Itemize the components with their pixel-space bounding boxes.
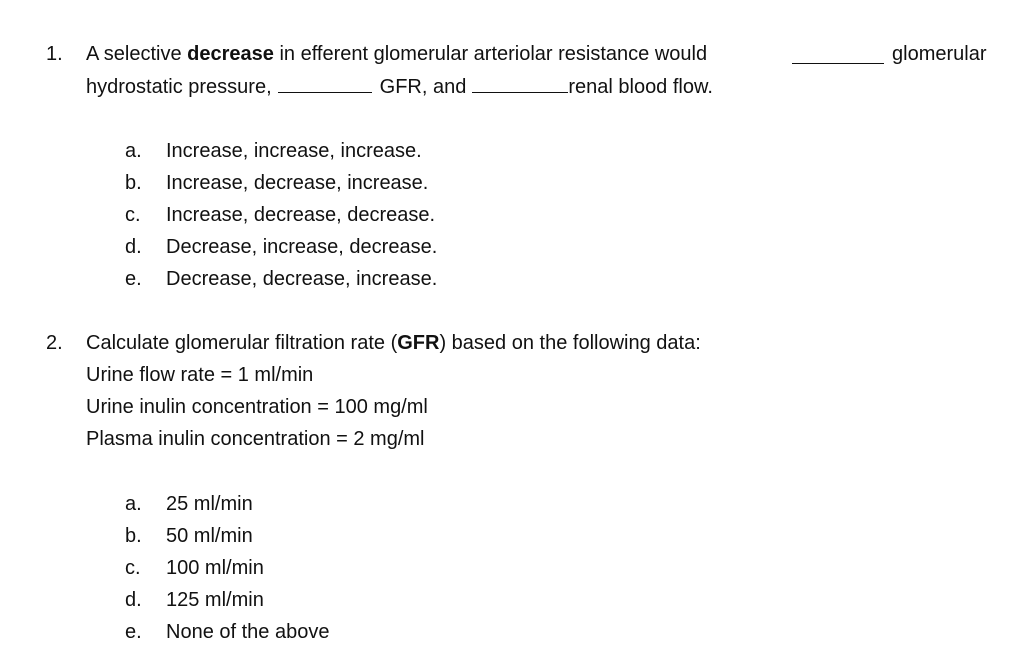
question-2-line-1	[86, 331, 701, 355]
question-2-data-line-3: Plasma inulin concentration = 2 mg/ml	[86, 428, 425, 450]
question-2-option-b-text: 50 ml/min	[166, 525, 253, 547]
answer-blank-2	[278, 74, 372, 93]
question-2-bold-term: GFR	[397, 332, 440, 354]
question-1-line-2-part-b: GFR, and	[379, 76, 467, 98]
question-1-line-2	[86, 74, 713, 99]
question-1-line-1	[86, 42, 707, 66]
question-2-option-d-text: 125 ml/min	[166, 589, 264, 611]
question-1-option-a-letter: a.	[125, 140, 142, 162]
question-1-text-end: glomerular	[892, 43, 987, 65]
question-1-option-e-letter: e.	[125, 268, 142, 290]
question-2-option-d-letter: d.	[125, 589, 142, 611]
question-1-option-d-text: Decrease, increase, decrease.	[166, 236, 438, 258]
question-1-line-2-part-a: hydrostatic pressure,	[86, 76, 272, 98]
question-2-number: 2.	[46, 332, 63, 354]
question-2-option-a-letter: a.	[125, 493, 142, 515]
question-1-option-e-text: Decrease, decrease, increase.	[166, 268, 438, 290]
question-2-text-start: Calculate glomerular filtration rate (	[86, 332, 398, 354]
question-2-data-line-1: Urine flow rate = 1 ml/min	[86, 364, 314, 386]
question-1-option-d-letter: d.	[125, 236, 142, 258]
question-1-bold-term: decrease	[187, 43, 274, 65]
question-2-text-end: ) based on the following data:	[439, 332, 701, 354]
question-2-option-a-text: 25 ml/min	[166, 493, 253, 515]
question-1-text-middle: in efferent glomerular arteriolar resistance would	[273, 43, 708, 65]
question-2-data-line-2: Urine inulin concentration = 100 mg/ml	[86, 396, 428, 418]
question-1-number: 1.	[46, 43, 63, 65]
question-1-option-c-letter: c.	[125, 204, 141, 226]
question-2-option-c-text: 100 ml/min	[166, 557, 264, 579]
question-1-option-a-text: Increase, increase, increase.	[166, 140, 422, 162]
question-1-line-2-part-c: renal blood flow.	[568, 76, 713, 98]
question-1-option-c-text: Increase, decrease, decrease.	[166, 204, 436, 226]
answer-blank-3	[472, 74, 568, 93]
question-1-option-b-text: Increase, decrease, increase.	[166, 172, 429, 194]
question-2-option-b-letter: b.	[125, 525, 142, 547]
question-1-option-b-letter: b.	[125, 172, 142, 194]
answer-blank-1	[792, 42, 884, 64]
question-2-option-c-letter: c.	[125, 557, 141, 579]
question-2-option-e-text: None of the above	[166, 621, 330, 643]
question-2-option-e-letter: e.	[125, 621, 142, 643]
question-1-text-start: A selective	[86, 43, 188, 65]
